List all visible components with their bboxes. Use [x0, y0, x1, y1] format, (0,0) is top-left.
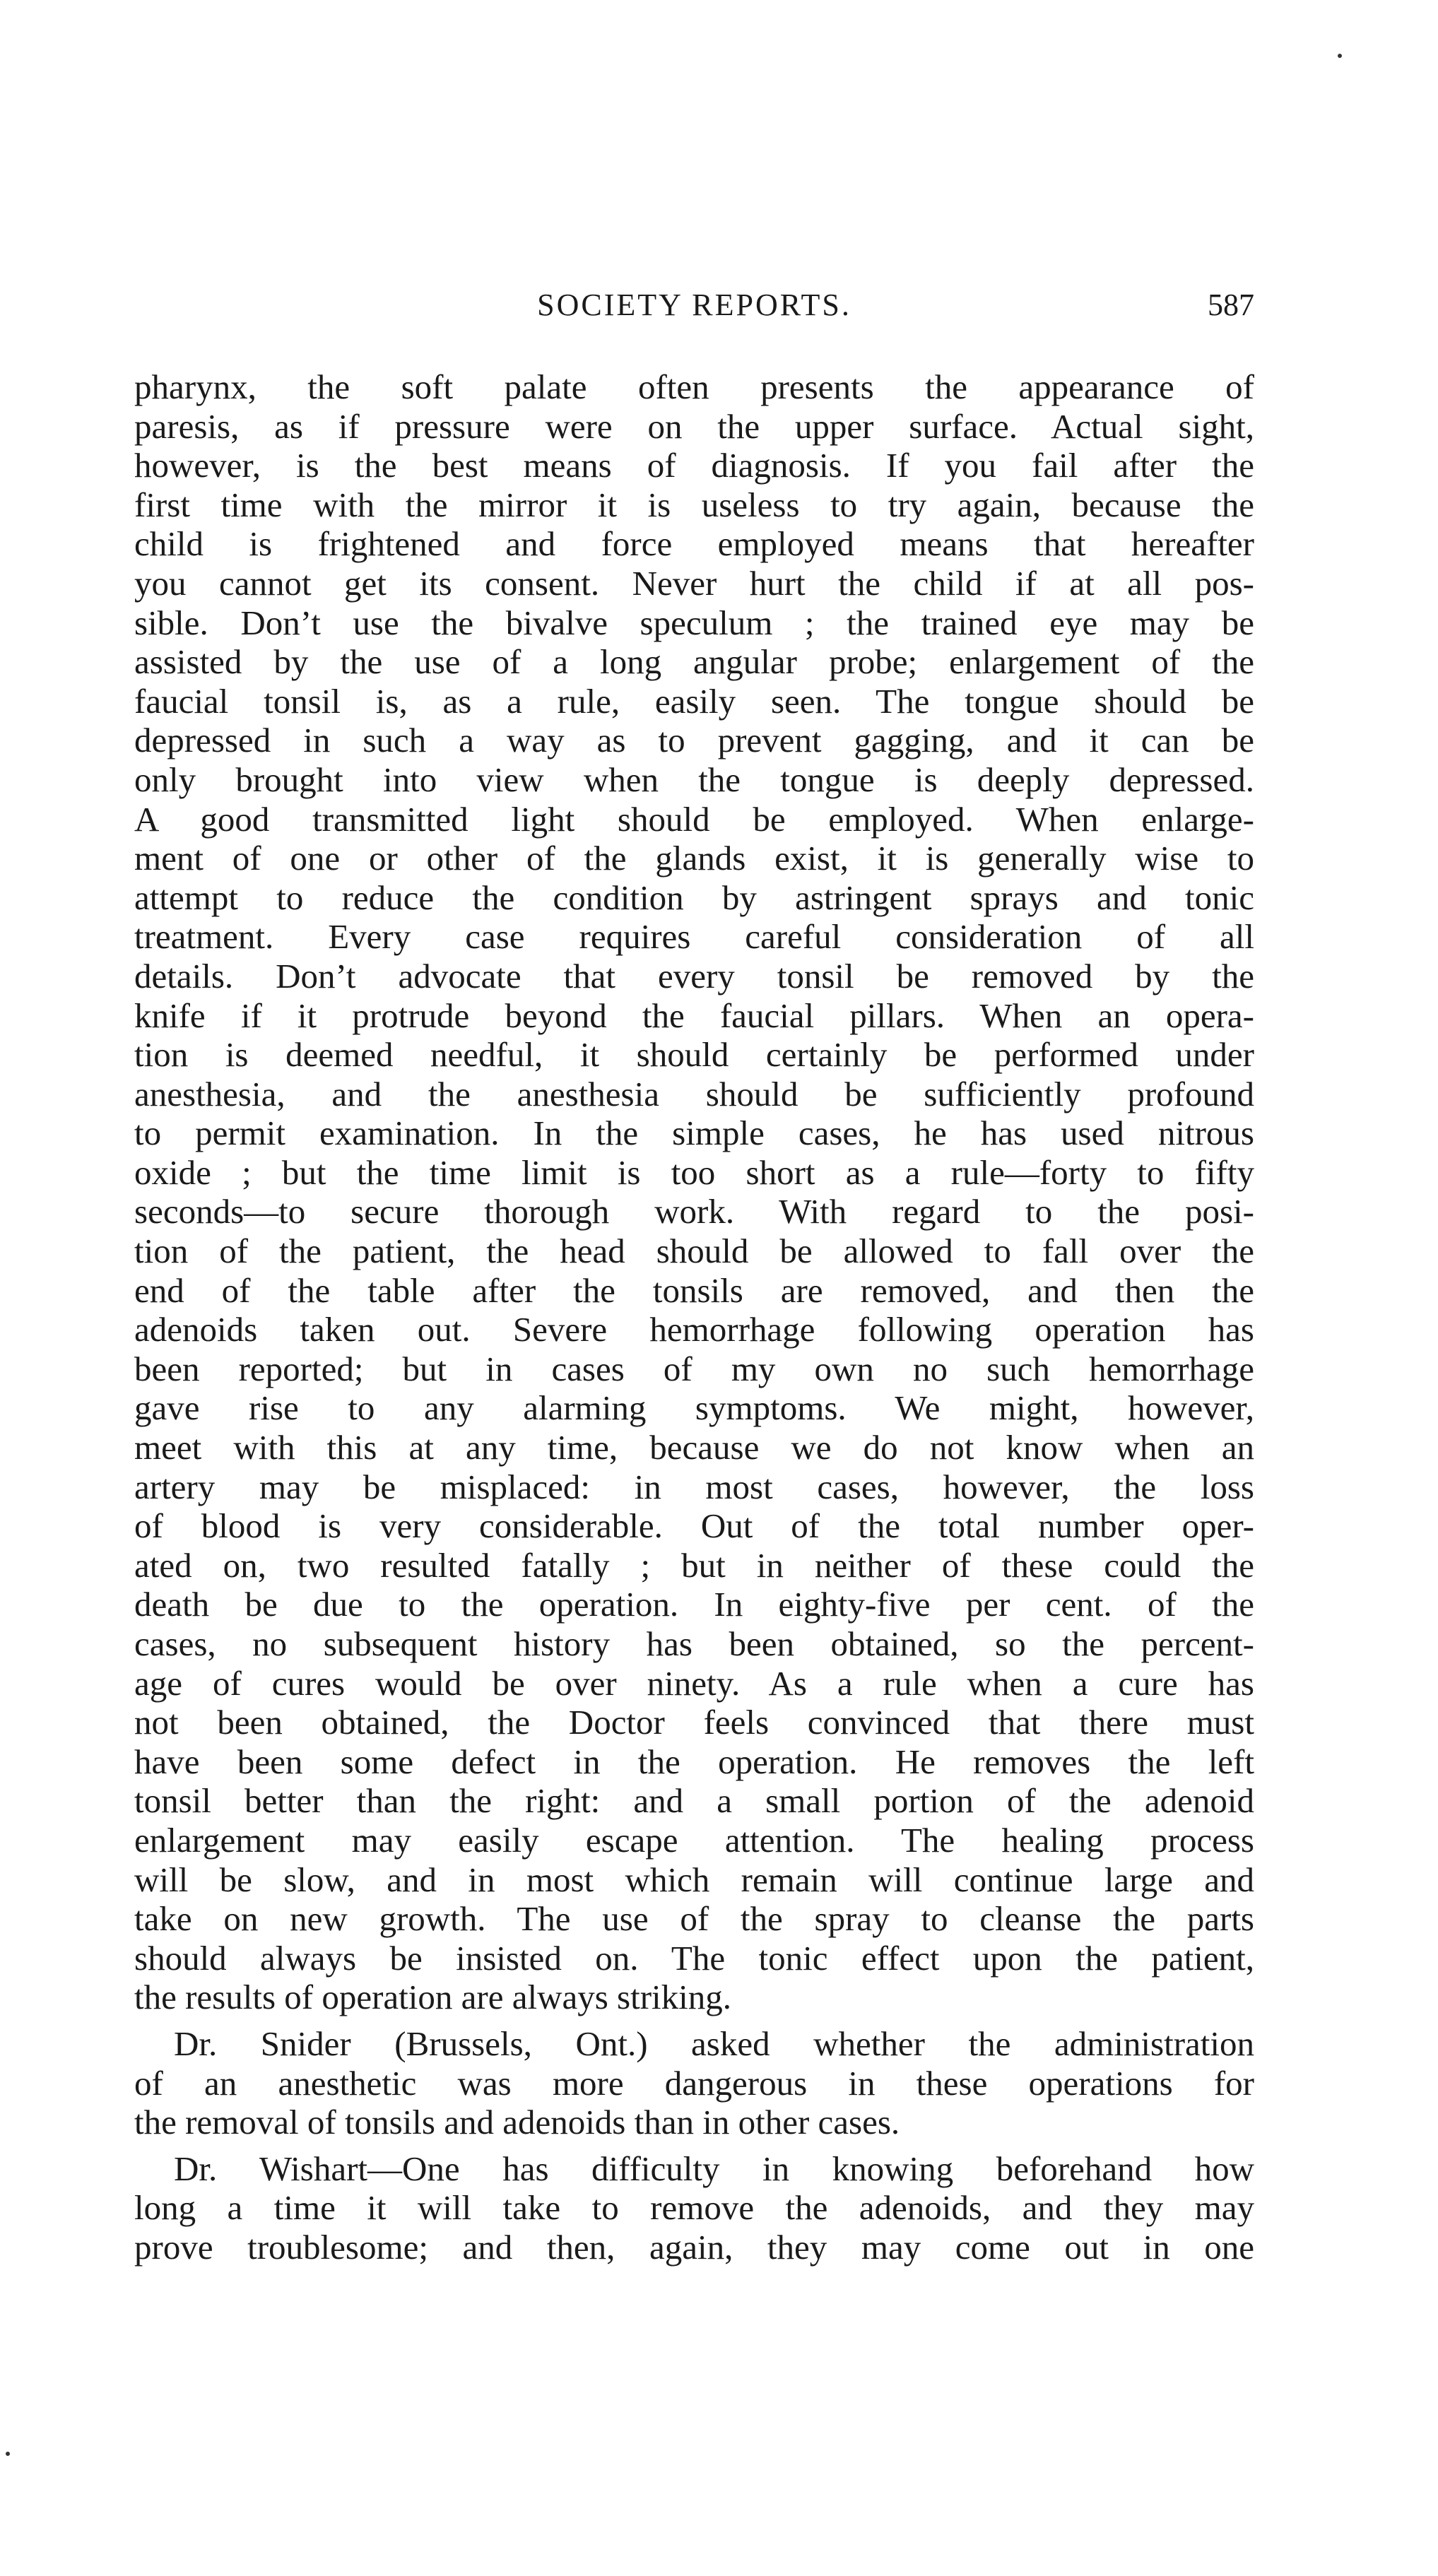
- text-line: sible. Don’t use the bivalve speculum ; the trained eye may be: [134, 603, 1254, 642]
- text-line: details. Don’t advocate that every tonsil be removed by the: [134, 956, 1254, 995]
- text-line: death be due to the operation. In eighty-five per cent. of the: [134, 1585, 1254, 1624]
- text-line: the removal of tonsils and adenoids than in other cases.: [134, 2103, 900, 2142]
- text-line: prove troublesome; and then, again, they may come out in one: [134, 2227, 1254, 2267]
- text-line: seconds—to secure thorough work. With regard to the posi-: [134, 1192, 1254, 1231]
- text-line: anesthesia, and the anesthesia should be sufficiently profound: [134, 1074, 1254, 1113]
- text-line: first time with the mirror it is useless to try again, because the: [134, 485, 1254, 524]
- text-line: take on new growth. The use of the spray to cleanse the parts: [134, 1899, 1254, 1939]
- text-line: to permit examination. In the simple cases, he has used nitrous: [134, 1113, 1254, 1153]
- text-line: should always be insisted on. The tonic effect upon the patient,: [134, 1938, 1254, 1978]
- text-line: faucial tonsil is, as a rule, easily seen. The tongue should be: [134, 681, 1254, 721]
- text-line: you cannot get its consent. Never hurt the child if at all pos-: [134, 563, 1254, 603]
- paragraph-tonsil-discussion: [134, 367, 1254, 2017]
- text-line: of an anesthetic was more dangerous in these operations for: [134, 2063, 1254, 2103]
- ink-speck: [1338, 54, 1342, 58]
- paragraph-spacer: [134, 2017, 1254, 2024]
- running-head: [134, 284, 1254, 326]
- text-line: end of the table after the tonsils are removed, and then the: [134, 1270, 1254, 1310]
- text-line: child is frightened and force employed means that hereafter: [134, 524, 1254, 564]
- text-line: depressed in such a way as to prevent gagging, and it can be: [134, 721, 1254, 760]
- text-line: of blood is very considerable. Out of the total number oper-: [134, 1506, 1254, 1546]
- text-line: adenoids taken out. Severe hemorrhage following operation has: [134, 1310, 1254, 1349]
- text-line: tion of the patient, the head should be allowed to fall over the: [134, 1231, 1254, 1271]
- text-line: knife if it protrude beyond the faucial pillars. When an opera-: [134, 995, 1254, 1035]
- text-line: cases, no subsequent history has been obtained, so the percent-: [134, 1624, 1254, 1663]
- text-line: ated on, two resulted fatally ; but in neither of these could the: [134, 1545, 1254, 1585]
- text-line: will be slow, and in most which remain will continue large and: [134, 1860, 1254, 1899]
- text-line: have been some defect in the operation. He removes the left: [134, 1742, 1254, 1781]
- text-line: tion is deemed needful, it should certainly be performed under: [134, 1035, 1254, 1075]
- text-line: gave rise to any alarming symptoms. We might, however,: [134, 1388, 1254, 1428]
- running-title: SOCIETY REPORTS.: [537, 288, 851, 322]
- paragraph-dr-snider: [134, 2024, 1254, 2142]
- text-line: been reported; but in cases of my own no such hemorrhage: [134, 1349, 1254, 1388]
- paragraph-dr-wishart: [134, 2149, 1254, 2267]
- text-line: ment of one or other of the glands exist, it is generally wise to: [134, 839, 1254, 878]
- paragraph-spacer: [134, 2142, 1254, 2149]
- text-line: A good transmitted light should be employed. When enlarge-: [134, 799, 1254, 839]
- ink-speck: [6, 2452, 10, 2456]
- text-line: oxide ; but the time limit is too short as a rule—forty to fifty: [134, 1152, 1254, 1192]
- text-line: Dr. Wishart—One has difficulty in knowing beforehand how: [174, 2149, 1254, 2188]
- text-line: long a time it will take to remove the adenoids, and they may: [134, 2188, 1254, 2228]
- text-line: however, is the best means of diagnosis. If you fail after the: [134, 446, 1254, 485]
- body-text: [134, 367, 1254, 2267]
- text-line: paresis, as if pressure were on the upper surface. Actual sight,: [134, 406, 1254, 446]
- page-number: 587: [1208, 288, 1254, 322]
- text-line: only brought into view when the tongue is deeply depressed.: [134, 760, 1254, 799]
- text-line: meet with this at any time, because we do not know when an: [134, 1428, 1254, 1467]
- text-line: Dr. Snider (Brussels, Ont.) asked whether the administration: [174, 2023, 1254, 2063]
- text-line: the results of operation are always striking.: [134, 1978, 732, 2017]
- text-line: age of cures would be over ninety. As a rule when a cure has: [134, 1663, 1254, 1703]
- text-line: enlargement may easily escape attention. The healing process: [134, 1820, 1254, 1860]
- text-line: assisted by the use of a long angular probe; enlargement of the: [134, 642, 1254, 682]
- text-line: tonsil better than the right: and a small portion of the adenoid: [134, 1781, 1254, 1821]
- text-line: attempt to reduce the condition by astringent sprays and tonic: [134, 878, 1254, 917]
- text-line: artery may be misplaced: in most cases, however, the loss: [134, 1467, 1254, 1506]
- text-line: treatment. Every case requires careful consideration of all: [134, 917, 1254, 957]
- text-line: pharynx, the soft palate often presents the appearance of: [134, 367, 1254, 406]
- text-line: not been obtained, the Doctor feels convinced that there must: [134, 1703, 1254, 1742]
